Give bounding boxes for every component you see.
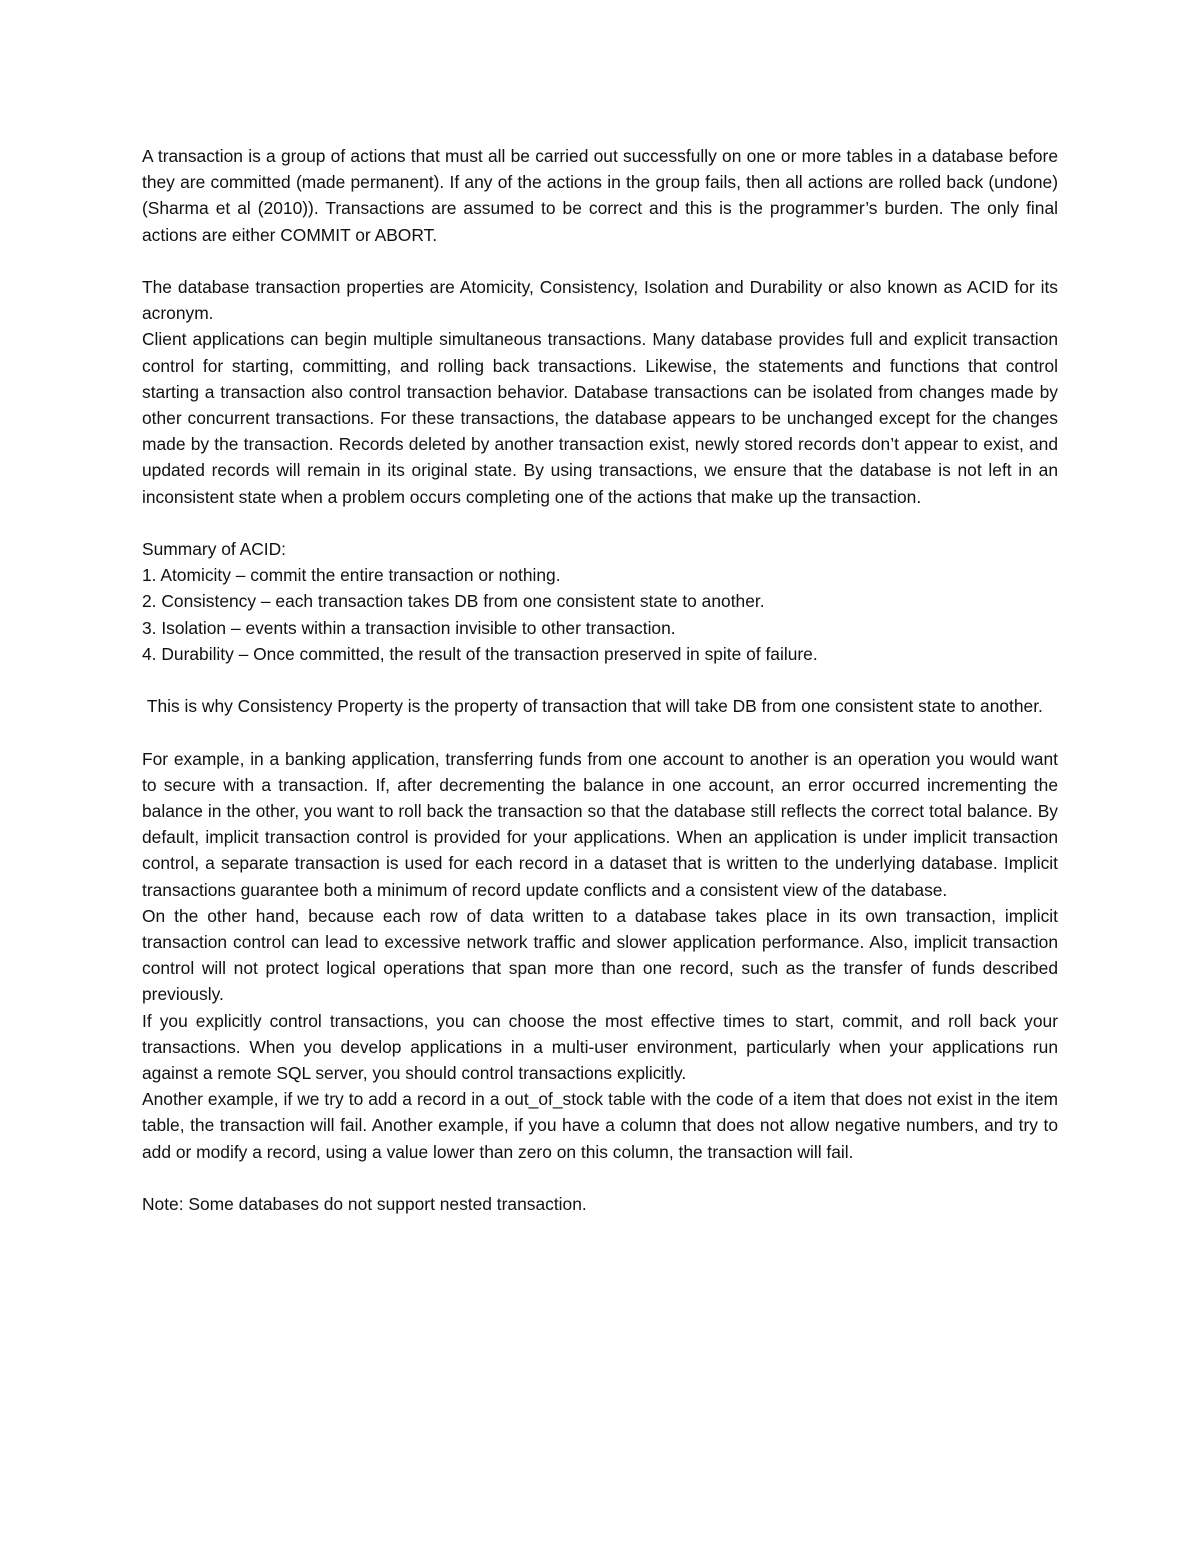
paragraph-spacer — [142, 719, 1058, 745]
paragraph-spacer — [142, 248, 1058, 274]
paragraph-spacer — [142, 510, 1058, 536]
paragraph-banking-example: For example, in a banking application, transferring funds from one account to another is an operation you would want to secure with a transaction. If, after decrementing the balance in one account, an error occurred incrementing the balance in the other, you want to roll back the transaction so that the database still reflects the correct total balance. By default, implicit transaction control is provided for your applications. When an application is under implicit transaction control, a separate transaction is used for each record in a dataset that is written to the underlying database. Implicit transactions guarantee both a minimum of record update conflicts and a consistent view of the database. — [142, 748, 1058, 900]
document-body — [142, 143, 1058, 1217]
paragraph-spacer — [142, 1165, 1058, 1191]
note-text: Note: Some databases do not support nested transaction. — [142, 1194, 587, 1215]
paragraph-acid-properties: The database transaction properties are Atomicity, Consistency, Isolation and Durability or also known as ACID for its acronym. — [142, 277, 1058, 324]
paragraph-another-example: Another example, if we try to add a record in a out_of_stock table with the code of a item that does not exist in the item table, the transaction will fail. Another example, if you have a column that does not allow negative numbers, and try to add or modify a record, using a value lower than zero on this column, the transaction will fail. — [142, 1089, 1058, 1162]
paragraph-client-applications: Client applications can begin multiple simultaneous transactions. Many database provides full and explicit transaction control for starting, committing, and rolling back transactions. Likewise, the statements and functions that control starting a transaction also control transaction behavior. Database transactions can be isolated from changes made by other concurrent transactions. For these transactions, the database appears to be unchanged except for the changes made by the transaction. Records deleted by another transaction exist, newly stored records don’t appear to exist, and updated records will remain in its original state. By using transactions, we ensure that the database is not left in an inconsistent state when a problem occurs completing one of the actions that make up the transaction. — [142, 329, 1058, 507]
summary-item-durability: 4. Durability – Once committed, the result of the transaction preserved in spite of failure. — [142, 643, 818, 664]
summary-item-atomicity: 1. Atomicity – commit the entire transaction or nothing. — [142, 565, 561, 586]
paragraph-spacer — [142, 667, 1058, 693]
paragraph-transaction-definition: A transaction is a group of actions that must all be carried out successfully on one or more tables in a database before they are committed (made permanent). If any of the actions in the group fails, then all actions are rolled back (undone) (Sharma et al (2010)). Transactions are assumed to be correct and this is the programmer’s burden. The only final actions are either COMMIT or ABORT. — [142, 146, 1058, 245]
summary-item-consistency: 2. Consistency – each transaction takes DB from one consistent state to another. — [142, 591, 765, 612]
paragraph-consistency-conclusion: This is why Consistency Property is the property of transaction that will take DB from one consistent state to another. — [142, 696, 1043, 717]
paragraph-implicit-drawbacks: On the other hand, because each row of data written to a database takes place in its own transaction, implicit transaction control can lead to excessive network traffic and slower application performance. Also, implicit transaction control will not protect logical operations that span more than one record, such as the transfer of funds described previously. — [142, 905, 1058, 1005]
summary-item-isolation: 3. Isolation – events within a transaction invisible to other transaction. — [142, 617, 676, 638]
summary-heading: Summary of ACID: — [142, 539, 286, 560]
paragraph-explicit-control: If you explicitly control transactions, you can choose the most effective times to start, commit, and roll back your transactions. When you develop applications in a multi-user environment, particularly when your applications run against a remote SQL server, you should control transactions explicitly. — [142, 1010, 1058, 1084]
